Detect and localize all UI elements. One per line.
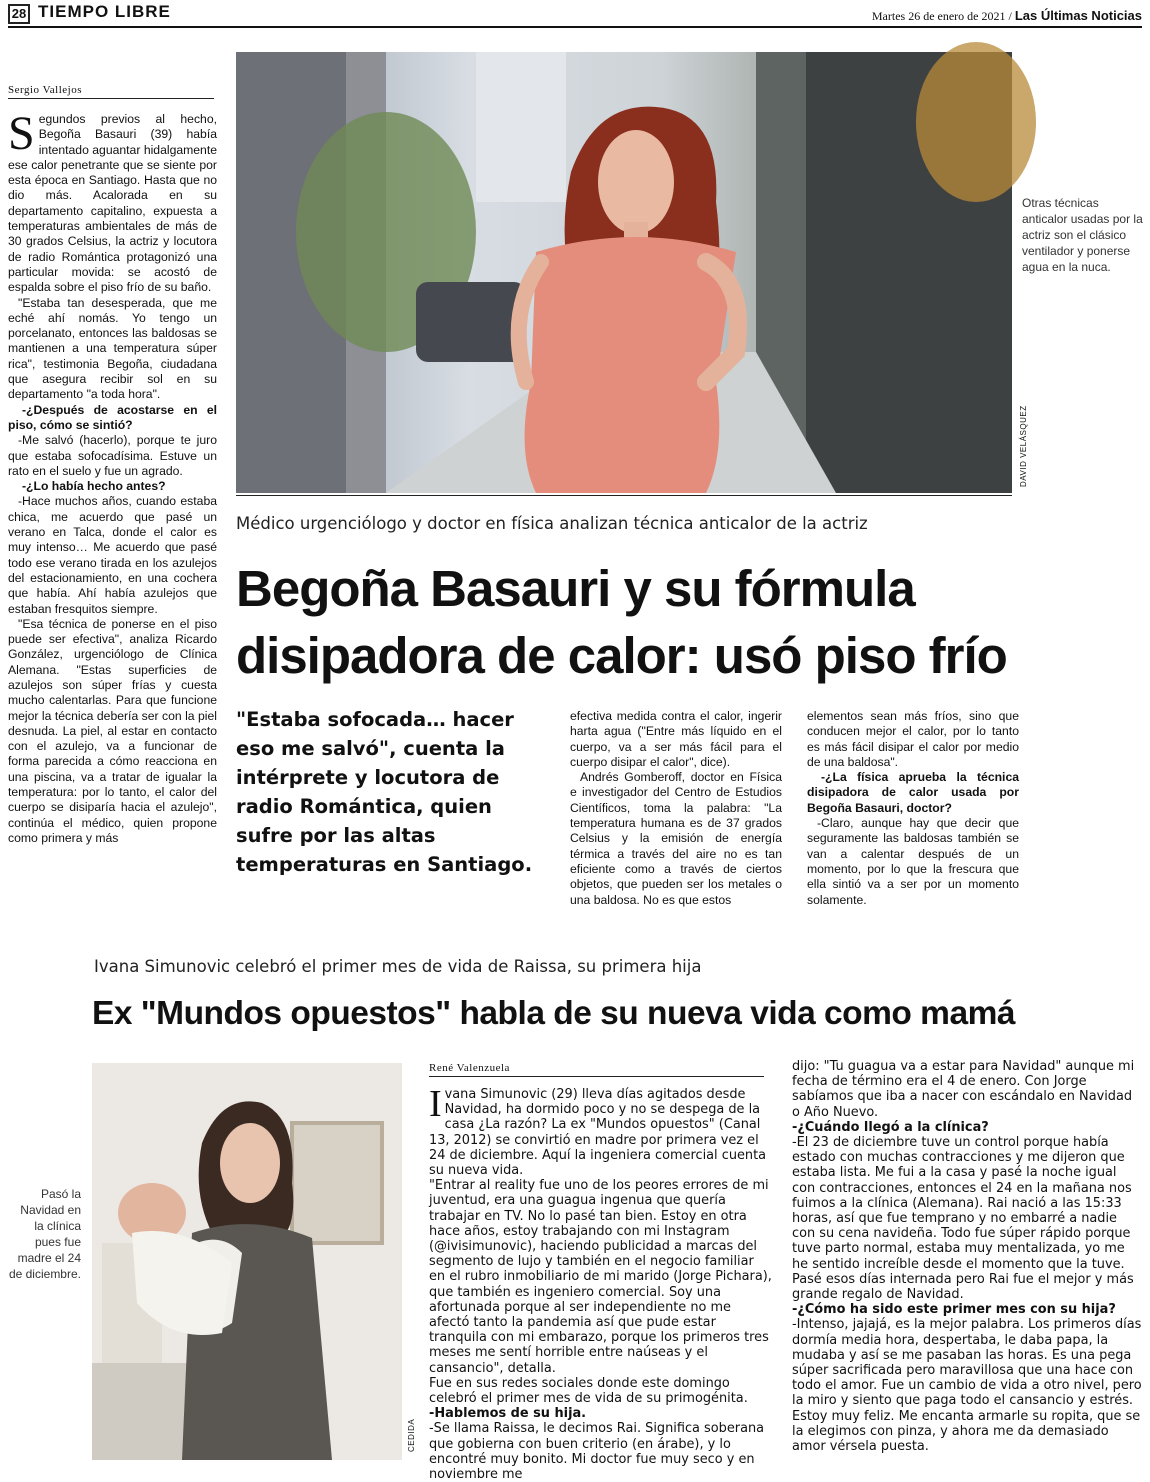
paragraph: "Entrar al reality fue uno de los peores errores de mi juventud, era una guagua ingenua que quería trabajar en TV. No lo pasé tan bien. Estoy en otra hace años, estoy trabajando con mi Instagram (@ivisimunovic), haciendo publicidad a marcas del segmento de lujo y también en el negocio familiar en el rubro inmobiliario de mi marido (Jorge Pichara), que también es ingeniero comercial. Soy una afortunada porque al ser independiente no me afectó tanto la pandemia así que pude estar tranquila con mi embarazo, porque los primeros tres meses me sentí horrible entre naúseas y el cansancio", detalla. — [429, 1178, 772, 1376]
paragraph: efectiva medida contra el calor, ingerir harta agua ("Entre más líquido en el cuerpo, va a ser más fácil para el cuerpo disipar el calor", dice). — [570, 709, 782, 769]
main-photo — [236, 52, 1012, 493]
mother-baby-illustration — [92, 1063, 402, 1460]
actress-photo-illustration — [236, 52, 1012, 493]
paragraph: egundos previos al hecho, Begoña Basauri (39) había intentado aguantar hidalgamente ese calor penetrante que se siente por esta época en Santiago. Hasta que no dio más. Acalorada en su departamento capitalino, expuesta a temperaturas ambientales de más de 30 grados Celsius, la actriz y locutora de radio Romántica protagonizó una particular movida: se acostó de espalda sobre el piso frío de su baño. — [8, 112, 217, 295]
photo-caption-2: Pasó la Navidad en la clínica pues fue madre el 24 de diciembre. — [8, 1187, 81, 1281]
photo-credit-2: CEDIDA — [407, 1418, 416, 1452]
interview-question: -¿Lo había hecho antes? — [22, 479, 166, 494]
byline-2: René Valenzuela — [429, 1062, 764, 1077]
paragraph: -Intenso, jajajá, es la mejor palabra. Los primeros días dormía media hora, despertaba, le daba papa, la mudaba y así se me pasaban las horas. Es una pega súper sacrificada pero maravillosa que una hace con todo el amor. Fue un cambio de vida a otro nivel, pero la miro y siento que paga todo el cansancio y estrés. Estoy muy feliz. Me encanta armarle su ropita, que se la elegimos con pinza, y ahora me da demasiado amor vérsela puesta. — [792, 1317, 1142, 1455]
headline-line-2: disipadora de calor: usó piso frío — [236, 627, 1007, 684]
publication-name: Las Últimas Noticias — [1014, 8, 1142, 23]
paragraph: elementos sean más fríos, sino que conducen mejor el calor, por lo tanto es más fácil disipar el calor por medio de una baldosa". — [807, 709, 1019, 769]
interview-question: -¿Después de acostarse en el piso, cómo se sintió? — [8, 402, 217, 432]
paragraph: -Claro, aunque hay que decir que seguramente las baldosas también se van a calentar después de un momento, por lo que la frescura que ella sintió va a ser por un momento solamente. — [807, 816, 1019, 907]
dropcap-2: I — [429, 1083, 442, 1125]
paragraph: Andrés Gomberoff, doctor en Física e investigador del Centro de Estudios Científicos, toma la palabra: "La temperatura humana es de 37 grados Celsius y la emisión de energía térmica a través del aire no es tan eficiente como a través de ciertos objetos, que pueden ser los metales o una baldosa. No es que estos — [570, 770, 782, 907]
section-title: TIEMPO LIBRE — [38, 2, 171, 21]
headline-line-1: Begoña Basauri y su fórmula — [236, 560, 915, 617]
paragraph: -Hace muchos años, cuando estaba chica, me acuerdo que pasé un verano en Talca, donde el calor es muy intenso… Me acuerdo que pasé todo ese verano tirada en los azulejos del estacionamiento, en una cochera que había. Ahí había azulejos que estaban fresquitos siempre. — [8, 494, 217, 616]
photo-credit: DAVID VELÁSQUEZ — [1019, 405, 1028, 487]
paragraph: -Me salvó (hacerlo), porque te juro que estaba sofocadísima. Estuve un rato en el suelo y fue un agrado. — [8, 433, 217, 478]
article-2-column-1 — [429, 1083, 774, 1482]
paragraph: dijo: "Tu guagua va a estar para Navidad" aunque mi fecha de término era el 4 de enero. Con Jorge sabíamos que iba a nacer con escándalo en Navidad o Año Nuevo. — [792, 1059, 1135, 1120]
interview-question: -¿Cuándo llegó a la clínica? — [792, 1119, 989, 1135]
dateline — [872, 8, 1142, 24]
interview-question: -Hablemos de su hija. — [429, 1406, 587, 1422]
article-column-4 — [807, 709, 1019, 908]
headline-2: Ex "Mundos opuestos" habla de su nueva vida como mamá — [92, 995, 1016, 1032]
article-column-1 — [8, 107, 217, 846]
photo-caption: Otras técnicas anticalor usadas por la actriz son el clásico ventilador y ponerse agua en la nuca. — [1022, 196, 1143, 274]
paragraph: vana Simunovic (29) lleva días agitados desde Navidad, ha dormido poco y no se despega de la casa ¿La razón? La ex "Mundos opuestos" (Canal 13, 2012) se convirtió en madre por primera vez el 24 de diciembre. Aquí la ingeniera comercial cuenta su nueva vida. — [429, 1087, 767, 1179]
kicker-2: Ivana Simunovic celebró el primer mes de vida de Raissa, su primera hija — [94, 957, 702, 976]
interview-question: -¿Cómo ha sido este primer mes con su hija? — [792, 1302, 1116, 1318]
paragraph: "Estaba tan desesperada, que me eché ahí nomás. Yo tengo un porcelanato, entonces las baldosas se mantienen a una temperatura súper rica", testimonia Begoña, ciudadana que asegura recibir sol en su departamento "a toda hora". — [8, 295, 217, 402]
issue-date: Martes 26 de enero de 2021 / — [871, 9, 1012, 23]
paragraph: -Se llama Raissa, le decimos Rai. Significa soberana que gobierna con buen criterio (en árabe), y lo encontré muy bonito. Mi doctor fue muy seco y en noviembre me — [429, 1421, 765, 1482]
page-number: 28 — [8, 4, 30, 24]
kicker: Médico urgenciólogo y doctor en física analizan técnica anticalor de la actriz — [236, 514, 868, 533]
byline: Sergio Vallejos — [8, 84, 214, 99]
interview-question: -¿La física aprueba la técnica disipadora de calor usada por Begoña Basauri, doctor? — [807, 770, 1019, 815]
article-column-3 — [570, 709, 782, 908]
divider — [236, 495, 1012, 496]
paragraph: Fue en sus redes sociales donde este domingo celebró el primer mes de vida de su primogénita. — [429, 1375, 748, 1407]
paragraph: -El 23 de diciembre tuve un control porque había estado con muchas contracciones y me dijeron que estaba lista. Me fui a la casa y pasé la noche igual con contracciones, entonces el 24 en la mañana nos fuimos a la clínica (Alemana). Rai nació a las 15:33 horas, así que fue temprano y no embarré a nadie con su cena navideña. Todo fue súper rápido porque tuve parto normal, estaba muy mentalizada, yo me he sentido increíble desde el momento que la tuve. Pasé esos días internada pero Rai fue el mejor y más grande regalo de Navidad. — [792, 1135, 1134, 1303]
dropcap: S — [8, 107, 35, 160]
article-2-column-2 — [792, 1059, 1142, 1454]
page-header — [8, 2, 1142, 26]
lead-paragraph: "Estaba sofocada… hacer eso me salvó", cuenta la intérprete y locutora de radio Romántica, quien sufre por las altas temperaturas en Santiago. — [236, 708, 533, 876]
paragraph: "Esa técnica de ponerse en el piso puede ser efectiva", analiza Ricardo González, urgenciólogo de Clínica Alemana. "Estas superficies de azulejos son súper frías y cuesta mucho calentarlas. Para que funcione mejor la técnica debería ser con la piel desnuda. La piel, al estar en contacto con el azulejo, va a funcionar de forma parecida a cómo reacciona en una piscina, va a tratar de igualar la temperatura: por lo tanto, el calor del cuerpo se disiparía hacia el azulejo", continúa el médico, quien propone como primera y más — [8, 616, 217, 845]
header-rule — [8, 26, 1142, 28]
mother-baby-photo — [92, 1063, 402, 1460]
